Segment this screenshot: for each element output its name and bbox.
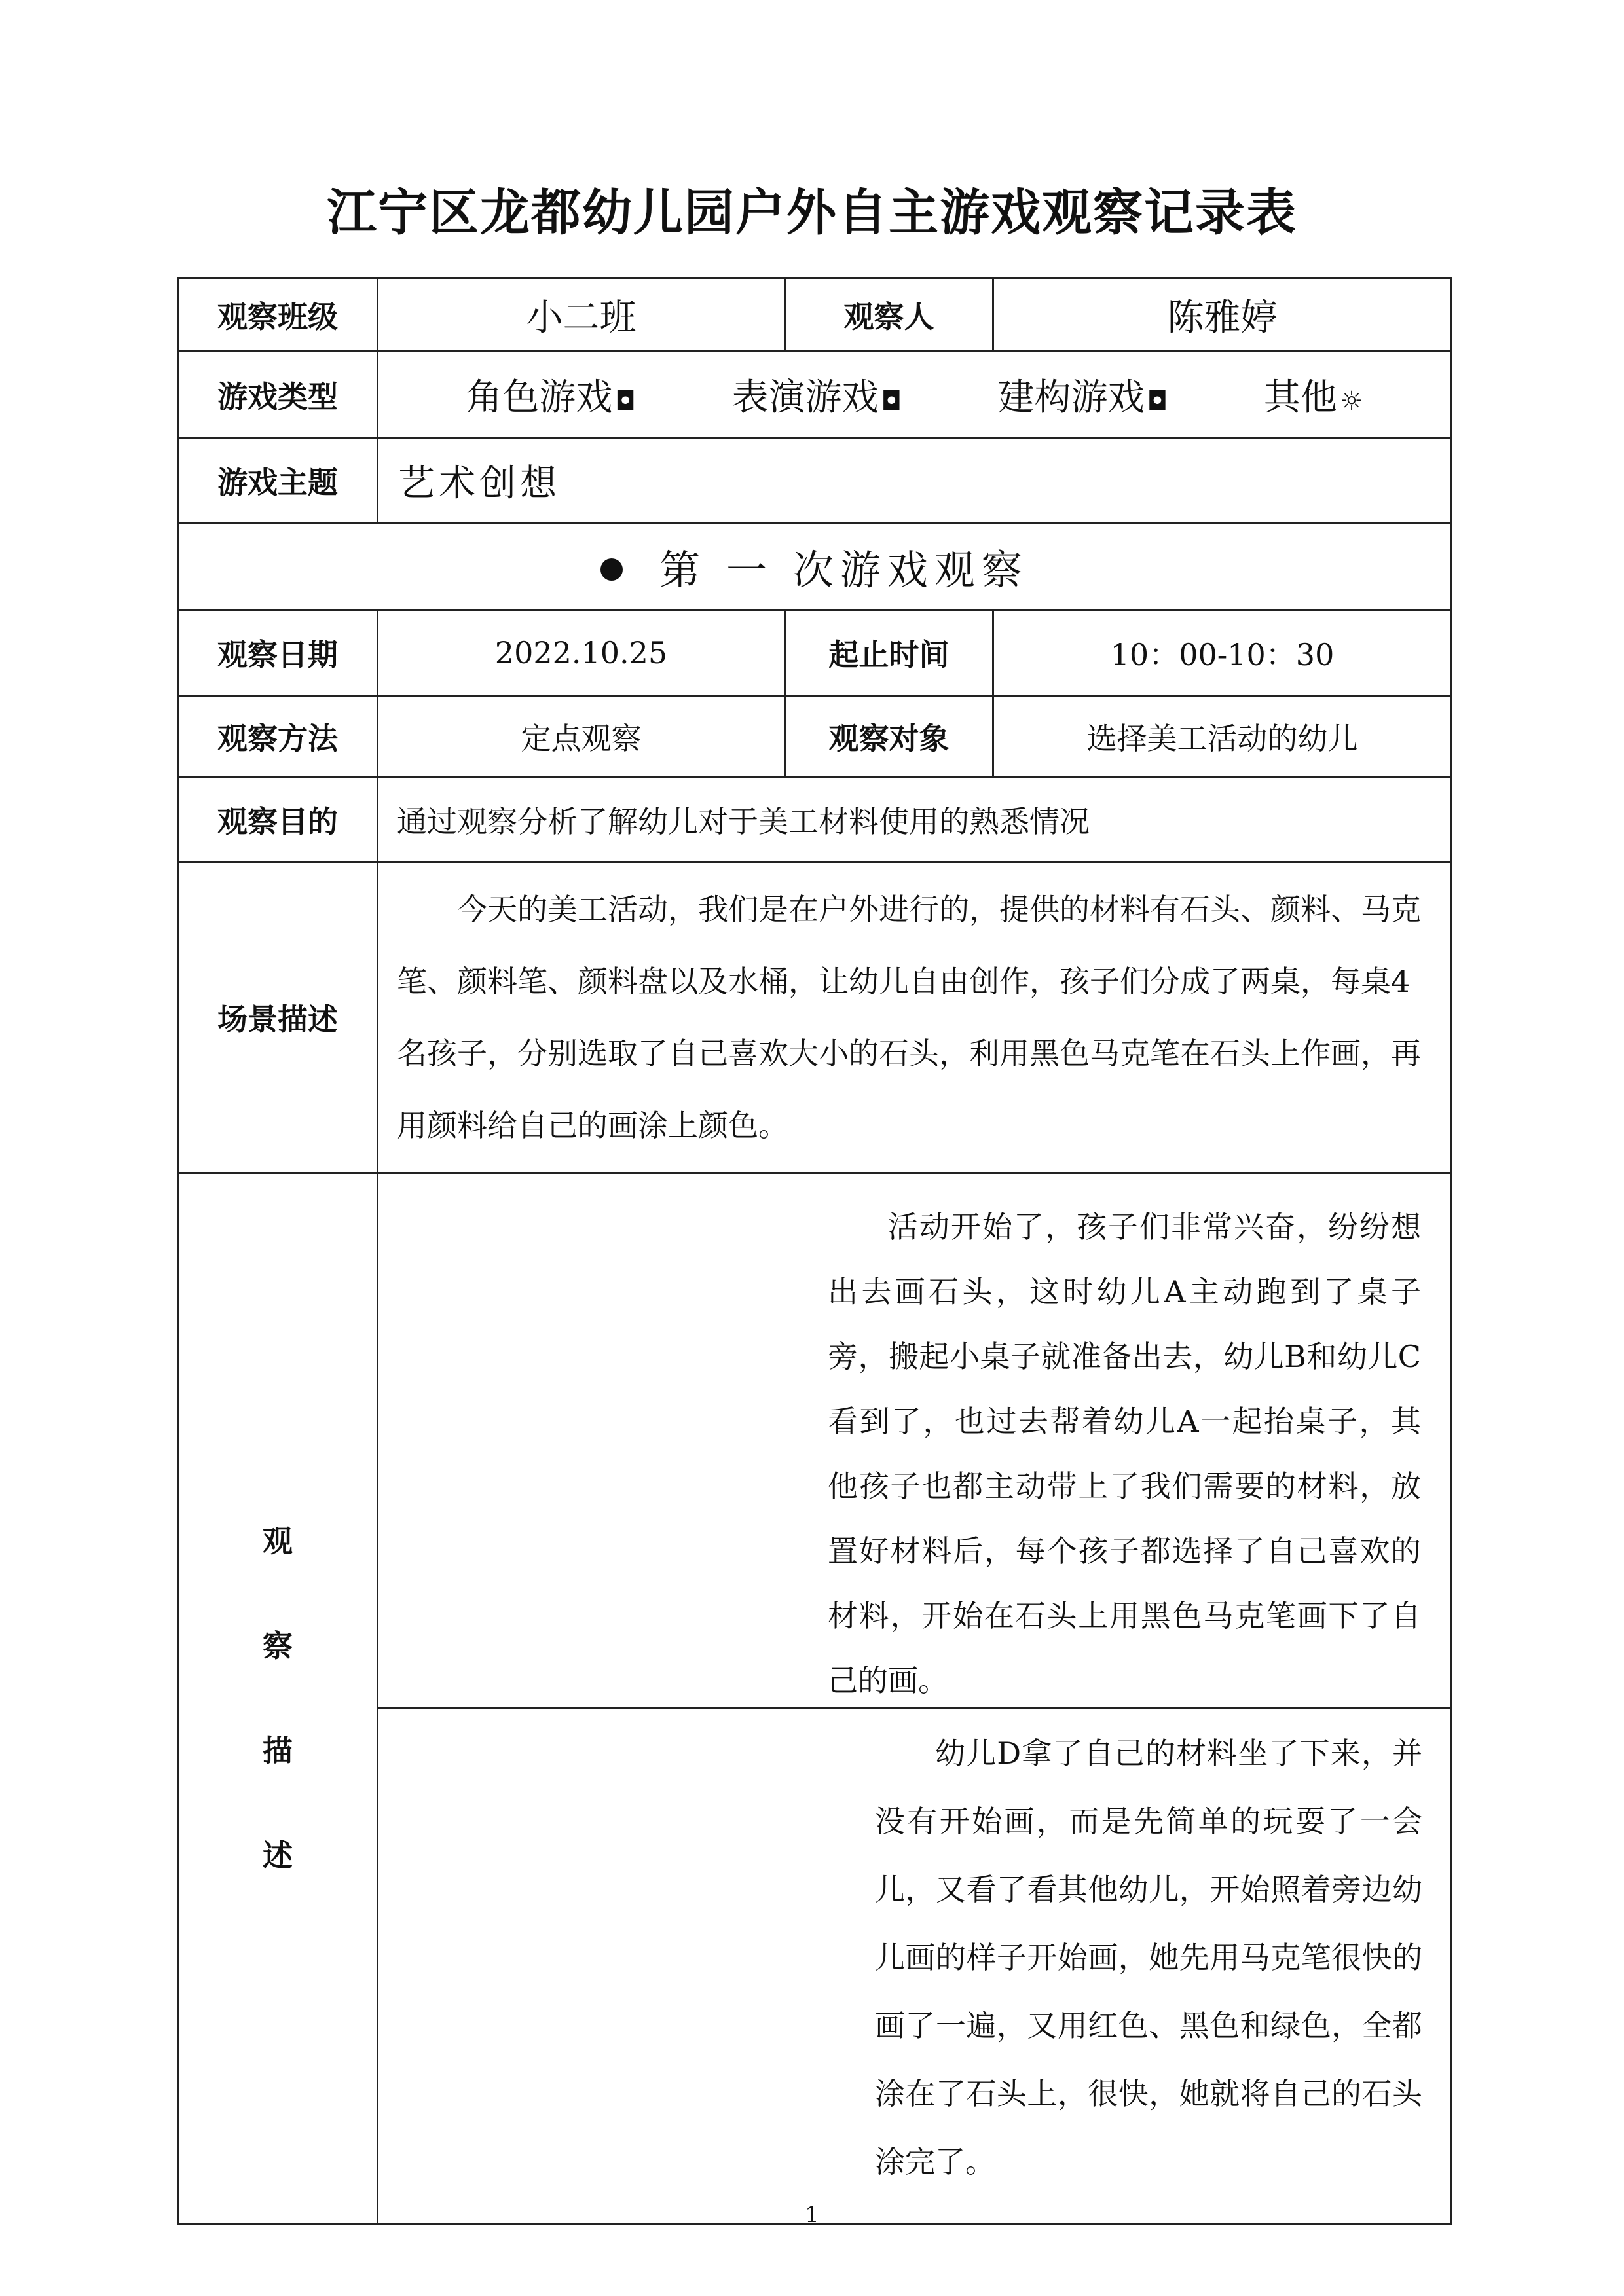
- observation-label-char: 察: [263, 1628, 293, 1664]
- game-type-label: 游戏类型: [178, 352, 378, 438]
- time-value: 10：00-10：30: [993, 610, 1452, 696]
- sun-icon: ☼: [1339, 386, 1363, 416]
- scene-description: 今天的美工活动，我们是在户外进行的，提供的材料有石头、颜料、马克笔、颜料笔、颜料盘以及水桶，让幼儿自由创作，孩子们分成了两桌，每桌4名孩子，分别选取了自己喜欢大小的石头，利用黑色马克笔在石头上作画，再用颜料给自己的画涂上颜色。: [378, 862, 1452, 1173]
- game-type-option-construction: [998, 369, 1168, 421]
- method-row: [178, 696, 1452, 777]
- date-value: 2022.10.25: [378, 610, 785, 696]
- game-type-option-role: [466, 369, 636, 421]
- purpose-label: 观察目的: [178, 777, 378, 862]
- page-title: 江宁区龙都幼儿园户外自主游戏观察记录表: [327, 183, 1297, 242]
- game-type-option-other: [1264, 369, 1363, 421]
- observation-paragraph-1: 活动开始了，孩子们非常兴奋，纷纷想出去画石头，这时幼儿A主动跑到了桌子旁，搬起小桌子就准备出去，幼儿B和幼儿C看到了，也过去帮着幼儿A一起抬桌子，其他孩子也都主动带上了我们需要的材料，放置好材料后，每个孩子都选择了自己喜欢的材料，开始在石头上用黑色马克笔画下了自己的画。: [828, 1209, 1421, 1698]
- option-mark-icon: ◘: [1147, 386, 1168, 416]
- observer-value: 陈雅婷: [993, 278, 1452, 352]
- observer-label: 观察人: [785, 278, 993, 352]
- method-label: 观察方法: [178, 696, 378, 777]
- theme-row: [178, 438, 1452, 524]
- date-row: [178, 610, 1452, 696]
- observation-row-1: [178, 1173, 1452, 1708]
- game-type-name: 角色游戏: [466, 376, 613, 419]
- observation-cell-1: [378, 1173, 1452, 1708]
- class-label: 观察班级: [178, 278, 378, 352]
- purpose-row: [178, 777, 1452, 862]
- observation-label-char: 述: [263, 1838, 293, 1873]
- observation-paragraph-2: 幼儿D拿了自己的材料坐了下来，并没有开始画，而是先简单的玩耍了一会儿，又看了看其他幼儿，开始照着旁边幼儿画的样子开始画，她先用马克笔很快的画了一遍，又用红色、黑色和绿色，全都涂在了石头上，很快，她就将自己的石头涂完了。: [875, 1736, 1422, 2179]
- game-type-option-performance: [731, 369, 902, 421]
- observation-label-char: 观: [263, 1523, 293, 1559]
- game-type-name: 表演游戏: [731, 376, 879, 419]
- session-row: [178, 524, 1452, 610]
- game-type-options: [378, 352, 1452, 438]
- game-type-name: 建构游戏: [997, 376, 1145, 419]
- session-heading: [178, 524, 1452, 610]
- observation-cell-2: [378, 1708, 1452, 2224]
- scene-row: [178, 862, 1452, 1173]
- option-mark-icon: ◘: [881, 386, 902, 416]
- theme-value: 艺术创想: [378, 438, 1452, 524]
- class-value: 小二班: [378, 278, 785, 352]
- observation-label-char: 描: [263, 1733, 293, 1768]
- scene-label: 场景描述: [178, 862, 378, 1173]
- session-title: 第 一 次游戏观察: [659, 546, 1029, 594]
- option-mark-icon: ◘: [615, 386, 636, 416]
- page-number: 1: [805, 2202, 819, 2228]
- method-value: 定点观察: [378, 696, 785, 777]
- bullet-icon: [600, 558, 623, 581]
- purpose-value: 通过观察分析了解幼儿对于美工材料使用的熟悉情况: [378, 777, 1452, 862]
- game-type-name: 其他: [1263, 376, 1337, 419]
- theme-label: 游戏主题: [178, 438, 378, 524]
- game-type-row: [178, 352, 1452, 438]
- target-value: 选择美工活动的幼儿: [993, 696, 1452, 777]
- target-label: 观察对象: [785, 696, 993, 777]
- observation-label: [178, 1173, 378, 2224]
- class-row: [178, 278, 1452, 352]
- date-label: 观察日期: [178, 610, 378, 696]
- time-label: 起止时间: [785, 610, 993, 696]
- observation-record-table: [177, 277, 1452, 2225]
